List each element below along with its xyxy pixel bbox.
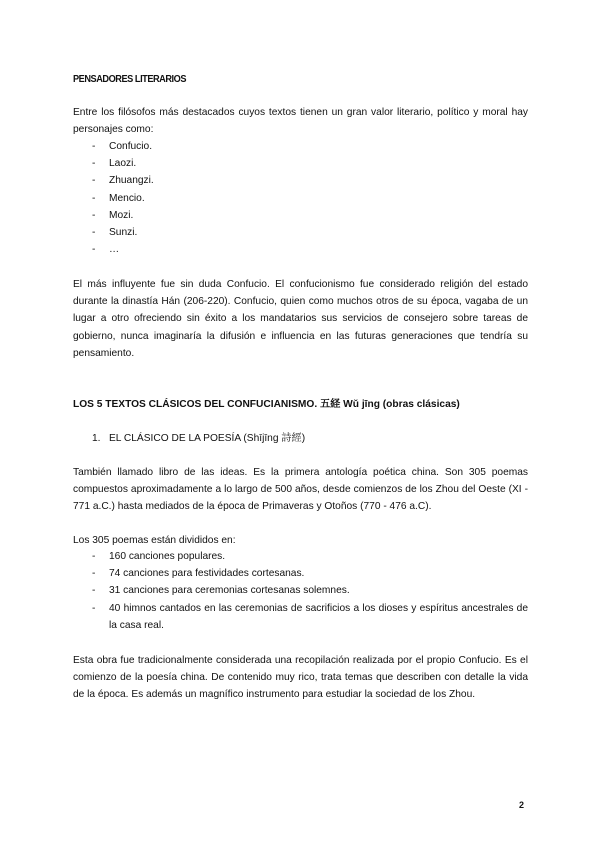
list-dash: -	[92, 227, 96, 239]
item-title: EL CLÁSICO DE LA POESÍA (Shījīng 詩經)	[109, 433, 306, 444]
list-dash: -	[92, 602, 96, 614]
page-number: 2	[519, 800, 525, 810]
list-dash: -	[92, 244, 96, 256]
section-title-textos-clasicos: LOS 5 TEXTOS CLÁSICOS DEL CONFUCIANISMO. 五経 Wǔ jīng (obras clásicas)	[73, 399, 460, 410]
list-item: - Sunzi.	[92, 224, 154, 241]
list-item: - Mencio.	[92, 190, 154, 207]
list-dash: -	[92, 158, 96, 170]
list-item: - 160 canciones populares.	[92, 548, 528, 565]
list-item: - …	[92, 241, 154, 258]
section-title-pensadores: PENSADORES LITERARIOS	[73, 74, 187, 85]
list-item: - 31 canciones para ceremonias cortesanas solemnes.	[92, 582, 528, 599]
list-item: - 74 canciones para festividades cortesanas.	[92, 565, 528, 582]
list-dash: -	[92, 175, 96, 187]
intro-paragraph: Entre los filósofos más destacados cuyos textos tienen un gran valor literario, político y moral hay personajes como:	[73, 107, 528, 136]
list-dash: -	[92, 192, 96, 204]
list-item: - 40 himnos cantados en las ceremonias de sacrificios a los dioses y espíritus ancestrales de la casa real.	[92, 600, 528, 634]
list-item: - Laozi.	[92, 155, 154, 172]
item-number: 1.	[92, 433, 101, 444]
list-dash: -	[92, 568, 96, 580]
divisions-list	[92, 548, 528, 634]
list-dash: -	[92, 585, 96, 597]
thinkers-list	[92, 138, 154, 258]
compilation-paragraph: Esta obra fue tradicionalmente considerada una recopilación realizada por el propio Confucio. Es el comienzo de la poesía china. De contenido muy rico, trata temas que describen con detalle la vida de la época. Es además un magnífico instrumento para estudiar la sociedad de los Zhou.	[73, 655, 528, 701]
list-item: - Zhuangzi.	[92, 172, 154, 189]
list-item: - Confucio.	[92, 138, 154, 155]
confucio-paragraph: El más influyente fue sin duda Confucio. El confucionismo fue considerado religión del estado durante la dinastía Hán (206-220). Confucio, quien como muchos otros de su época, vagaba de un lugar a otro ofreciendo sin éxito a los mandatarios sus servicios de consejero sobre tareas de gobierno, nunca imaginaría la difusión e influencia en las futuras generaciones que tendría su pensamiento.	[73, 279, 528, 359]
list-item: - Mozi.	[92, 207, 154, 224]
list-dash: -	[92, 141, 96, 152]
numbered-heading	[92, 430, 305, 447]
list-dash: -	[92, 551, 96, 562]
division-intro: Los 305 poemas están divididos en:	[73, 535, 236, 546]
poetry-paragraph: También llamado libro de las ideas. Es la primera antología poética china. Son 305 poemas compuestos aproximadamente a lo largo de 500 años, desde comienzos de los Zhou del Oeste (XI - 771 a.C.) hasta mediados de la época de Primaveras y Otoños (770 - 476 a.C).	[73, 467, 528, 513]
list-dash: -	[92, 209, 96, 221]
